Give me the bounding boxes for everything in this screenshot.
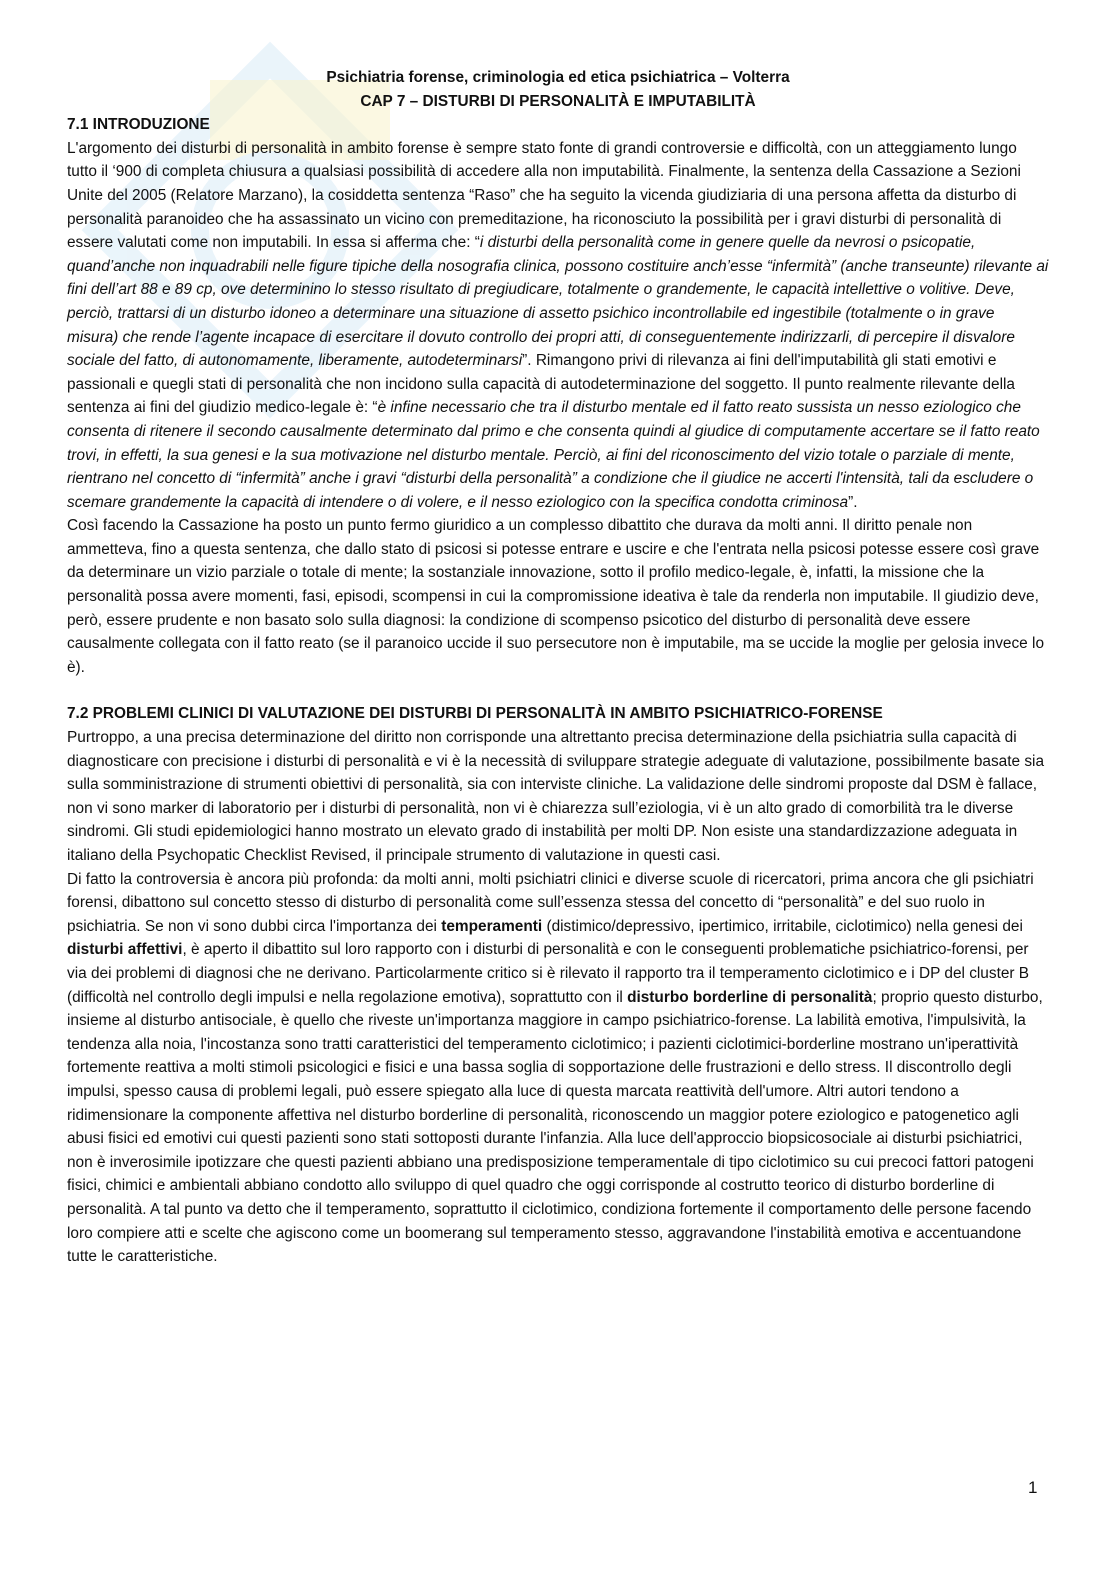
text-run: (distimico/depressivo, ipertimico, irritabile, ciclotimico) nella genesi dei [542,917,1023,935]
page-number: 1 [1028,1478,1038,1497]
text-run: ”. Rimangono privi di rilevanza ai fini dell'imputabilità gli stati emotivi e passionali e quegli stati di personalità che non incidono sulla capacità di autodeterminazione del soggetto. Il punto realmente rilevante della sentenza ai fini del giudizio medico-legale è: “ [67,352,1015,417]
bold-term-temperamenti: temperamenti [441,917,543,935]
quote-nesso-eziologico: è infine necessario che tra il disturbo mentale ed il fatto reato sussista un nesso eziologico che consenta di ritenere il secondo causalmente determinato dal primo e che consenta quindi al giudice di computamente accertare se il fatto reato trovi, in effetti, la sua genesi e la sua motivazione nel disturbo mentale. Perciò, ai fini del riconoscimento del vizio totale o parziale di mente, rientrano nel concetto di “infermità” anche i gravi “disturbi della personalità” a condizione che il giudice ne accerti l'intensità, tali da escludere o scemare grandemente la capacità di intendere o di volere, e il nesso eziologico con la specifica condotta criminosa [67,399,1040,511]
paragraph-cassazione: Così facendo la Cassazione ha posto un punto fermo giuridico a un complesso dibattito che durava da molti anni. Il diritto penale non ammetteva, fino a questa sentenza, che dallo stato di psicosi si potesse entrare e uscire e che l'entrata nella psicosi potesse essere così grave da determinare un vizio parziale o totale di mente; la sostanziale innovazione, sotto il profilo medico-legale, è, infatti, la missione che la personalità possa avere momenti, fasi, episodi, scompensi in cui la compromissione ideativa è tale da renderla non imputabile. Il giudizio deve, però, essere prudente e non basato solo sulla diagnosi: la condizione di scompenso psicotico del disturbo di personalità deve essere causalmente collegata con il fatto reato (se il paranoico uccide il suo persecutore non è imputabile, ma se uccide la moglie per gelosia invece lo è). [67,517,1044,676]
paragraph-valutazione: Purtroppo, a una precisa determinazione del diritto non corrisponde una altrettanto precisa determinazione della psichiatria sulla capacità di diagnosticare con precisione i disturbi di personalità e vi è la necessità di sviluppare strategie adeguate di valutazione, possibilmente basate sia sulla somministrazione di strumenti obiettivi di personalità, sia con interviste cliniche. La validazione delle sindromi proposte dal DSM è fallace, non vi sono marker di laboratorio per i disturbi di personalità, non vi è chiarezza sull’eziologia, vi è un alto grado di comorbilità tra le diverse sindromi. Gli studi epidemiologici hanno mostrato un elevato grado di instabilità per molti DP. Non esiste una standardizzazione adeguata in italiano della Psychopatic Checklist Revised, il principale strumento di valutazione in questi casi. [67,729,1045,864]
text-run: , è aperto il dibattito sul loro rapporto con i disturbi di personalità e con le conseguenti problematiche psichiatrico-forensi, per via dei problemi di diagnosi che ne derivano. Particolarmente critico si è rilevato il rapporto tra il temperamento ciclotimico e i DP del cluster B (difficoltà nel controllo degli impulsi e nella regolazione emotiva), soprattutto con il [67,941,1030,1006]
chapter-title: CAP 7 – DISTURBI DI PERSONALITÀ E IMPUTABILITÀ [360,92,756,110]
text-run: Di fatto la controversia è ancora più profonda: da molti anni, molti psichiatri clinici e diverse scuole di ricercatori, prima ancora che gli psichiatri forensi, dibattono sul concetto stesso di disturbo di personalità come sull’essenza stessa del concetto di “personalità” e del suo ruolo in psichiatria. Se non vi sono dubbi circa l'importanza dei [67,870,1034,935]
document-body [67,66,1049,1269]
bold-term-borderline: disturbo borderline di personalità [627,988,873,1006]
section-heading-problemi-clinici: 7.2 PROBLEMI CLINICI DI VALUTAZIONE DEI DISTURBI DI PERSONALITÀ IN AMBITO PSICHIATRICO-FORENSE [67,705,883,723]
bold-term-disturbi-affettivi: disturbi affettivi [67,941,183,959]
quote-sentenza: i disturbi della personalità come in genere quelle da nevrosi o psicopatie, quand’anche non inquadrabili nelle figure tipiche della nosografia clinica, possono costituire anch’esse “infermità” (anche transeunte) rilevante ai fini dell’art 88 e 89 cp, ove determinino lo stesso risultato di pregiudicare, totalmente o grandemente, le capacità intellettive o volitive. Deve, perciò, trattarsi di un disturbo idoneo a determinare una situazione di assetto psichico incontrollabile ed ingestibile (totalmente o in grave misura) che rende l’agente incapace di esercitare il dovuto controllo dei propri atti, di conseguentemente indirizzarli, di percepire il disvalore sociale del fatto, di autonomamente, liberamente, autodeterminarsi [67,234,1049,370]
text-run: ; proprio questo disturbo, insieme al disturbo antisociale, è quello che riveste un'importanza maggiore in campo psichiatrico-forense. La labilità emotiva, l'impulsività, la tendenza alla noia, l'incostanza sono tratti caratteristici del temperamento ciclotimico; i pazienti ciclotimici-borderline mostrano un'iperattività fortemente reattiva a molti stimoli psicologici e fisici e una bassa soglia di sopportazione delle frustrazioni e dello stress. Il discontrollo degli impulsi, spesso causa di problemi legali, può essere spiegato alla luce di questa marcata reattività dell'umore. Altri autori tendono a ridimensionare la componente affettiva nel disturbo borderline di personalità, riconoscendo un maggior potere eziologico e patogenetico agli abusi fisici ed emotivi cui questi pazienti sono stati sottoposti durante l'infanzia. Alla luce dell'approccio biopsicosociale ai disturbi psichiatrici, non è inverosimile ipotizzare che questi pazienti abbiano una predisposizione temperamentale di tipo ciclotimico su cui precoci fattori patogeni fisici, chimici e ambientali abbiano condotto allo sviluppo di quel quadro che oggi corrisponde al costrutto teorico di disturbo borderline di personalità. A tal punto va detto che il temperamento, soprattutto il ciclotimico, condiziona fortemente il comportamento delle persone facendo loro compiere atti e scelte che agiscono come un boomerang sul temperamento stesso, aggravandone l'instabilità emotiva e accentuandone tutte le caratteristiche. [67,988,1043,1266]
text-run: L'argomento dei disturbi di personalità in ambito forense è sempre stato fonte di grandi controversie e difficoltà, con un atteggiamento lungo tutto il ‘900 di completa chiusura a qualsiasi possibilità di accedere alla non imputabilità. Finalmente, la sentenza della Cassazione a Sezioni Unite del 2005 (Relatore Marzano), la cosiddetta sentenza “Raso” che ha seguito la vicenda giudiziaria di una persona affetta da disturbo di personalità paranoideo che ha assassinato un vicino con premeditazione, ha riconosciuto la possibilità per i gravi disturbi di personalità di essere valutati come non imputabili. In essa si afferma che: “ [67,139,1021,252]
section-heading-introduzione: 7.1 INTRODUZIONE [67,116,210,134]
paragraph-controversia [67,868,1049,1269]
text-run: ”. [848,493,858,511]
paragraph-introduzione [67,137,1049,515]
document-title: Psichiatria forense, criminologia ed etica psichiatrica – Volterra [326,69,790,86]
